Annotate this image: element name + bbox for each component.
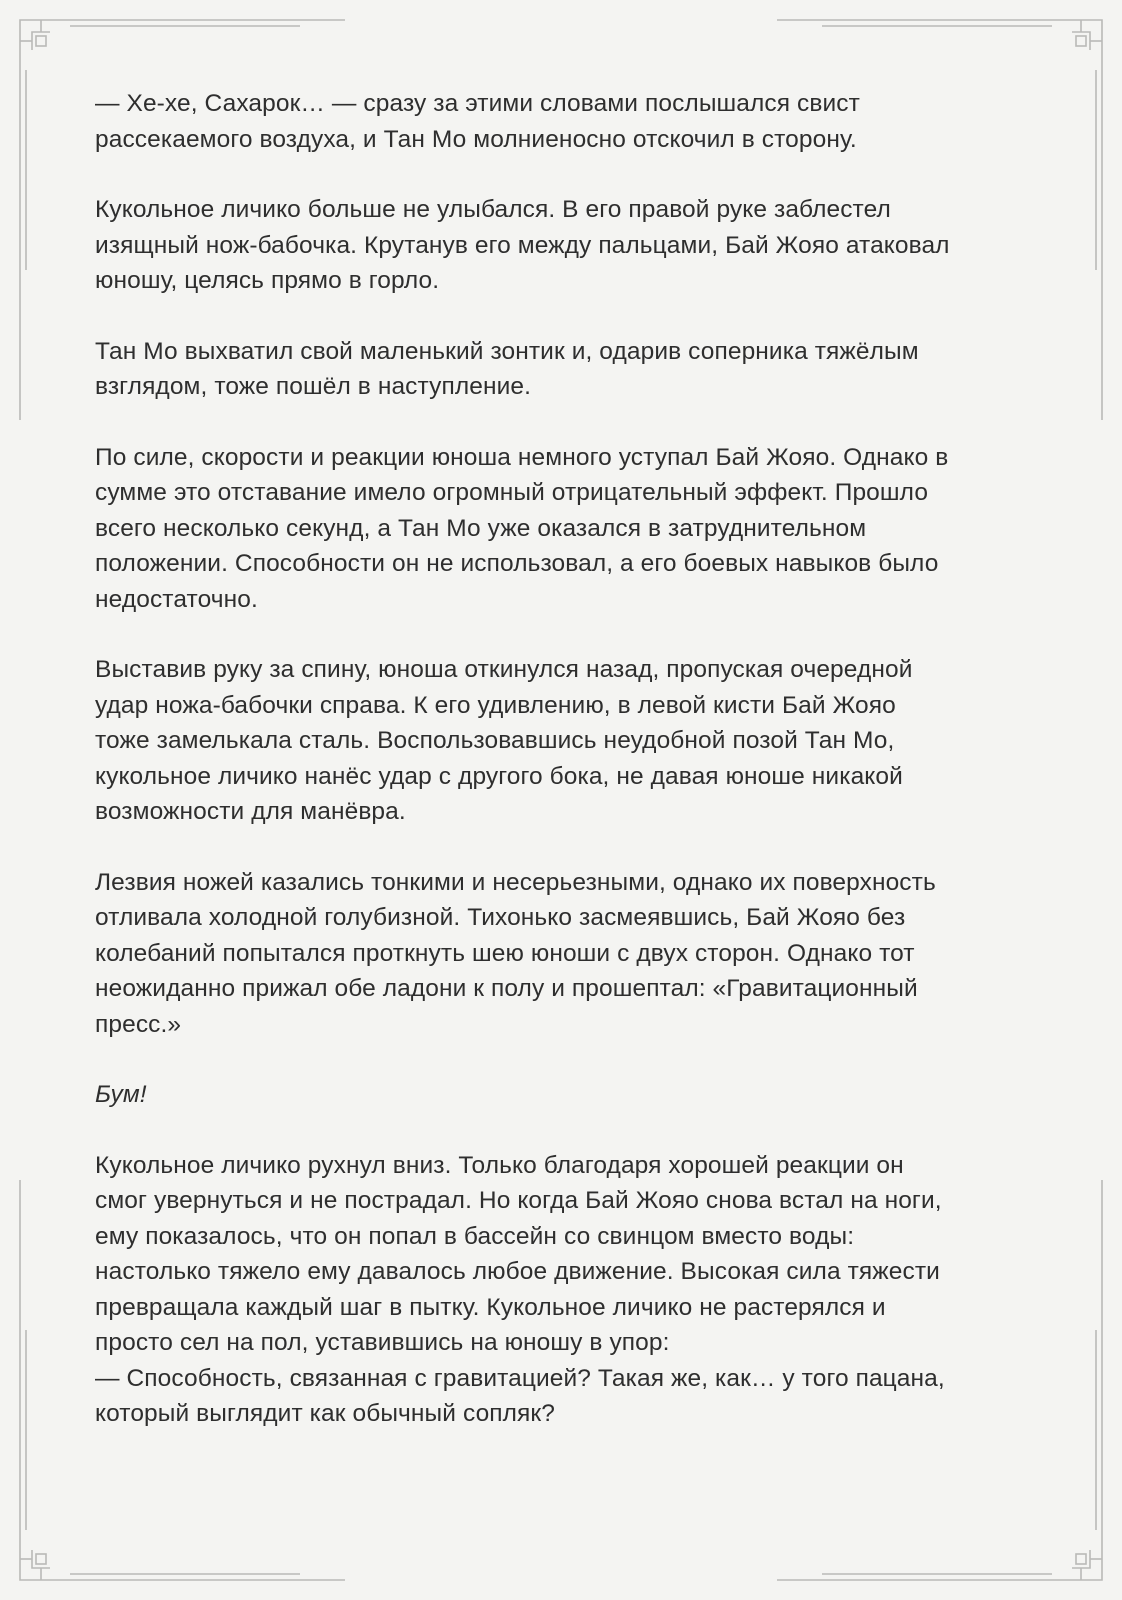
text-line: кукольное личико нанёс удар с другого бока, не давая юноше никакой: [95, 762, 903, 790]
text-line: Бум!: [95, 1081, 147, 1108]
text-line: пресс.»: [95, 1010, 182, 1038]
paragraph: [95, 86, 1035, 157]
paragraph: [95, 334, 1035, 405]
text-line: Выставив руку за спину, юноша откинулся назад, пропуская очередной: [95, 656, 913, 683]
text-line: настолько тяжело ему давалось любое движение. Высокая сила тяжести: [95, 1258, 940, 1285]
text-line: сумме это отставание имело огромный отрицательный эффект. Прошло: [95, 479, 929, 506]
text-line: — Способность, связанная с гравитацией? Такая же, как… у того пацана,: [95, 1364, 945, 1392]
text-line: колебаний попытался проткнуть шею юноши с двух сторон. Однако тот: [95, 939, 915, 967]
text-line: который выглядит как обычный сопляк?: [95, 1400, 555, 1427]
text-line: просто сел на пол, уставившись на юношу в упор:: [95, 1329, 670, 1356]
text-line: тоже замелькала сталь. Воспользовавшись неудобной позой Тан Мо,: [95, 727, 895, 754]
text-line: смог увернуться и не пострадал. Но когда Бай Жояо снова встал на ноги,: [95, 1187, 942, 1214]
text-line: отливала холодной голубизной. Тихонько засмеявшись, Бай Жояо без: [95, 904, 906, 931]
text-line: изящный нож-бабочка. Крутанув его между пальцами, Бай Жояо атаковал: [95, 231, 950, 259]
paragraph: [95, 1148, 1035, 1432]
text-line: рассекаемого воздуха, и Тан Мо молниеносно отскочил в сторону.: [95, 125, 857, 153]
text-line: неожиданно прижал обе ладони к полу и прошептал: «Гравитационный: [95, 975, 918, 1002]
text-line: всего несколько секунд, а Тан Мо уже оказался в затруднительном: [95, 514, 867, 542]
text-line: — Хе-хе, Сахарок… — сразу за этими словами послышался свист: [95, 90, 860, 117]
text-line: Лезвия ножей казались тонкими и несерьезными, однако их поверхность: [95, 868, 936, 896]
text-line: По силе, скорости и реакции юноша немного уступал Бай Жояо. Однако в: [95, 443, 949, 471]
paragraph: [95, 652, 1035, 830]
paragraph: [95, 192, 1035, 299]
paragraph: [95, 440, 1035, 618]
text-line: Кукольное личико рухнул вниз. Только благодаря хорошей реакции он: [95, 1151, 904, 1179]
text-line: взглядом, тоже пошёл в наступление.: [95, 373, 532, 400]
text-line: удар ножа-бабочки справа. К его удивлению, в левой кисти Бай Жояо: [95, 691, 896, 719]
text-line: недостаточно.: [95, 585, 258, 613]
italic-paragraph: [95, 1077, 1035, 1113]
text-line: Кукольное личико больше не улыбался. В его правой руке заблестел: [95, 196, 891, 223]
text-line: превращала каждый шаг в пытку. Кукольное личико не растерялся и: [95, 1293, 886, 1321]
text-line: возможности для манёвра.: [95, 798, 406, 825]
text-line: Тан Мо выхватил свой маленький зонтик и, одарив соперника тяжёлым: [95, 337, 919, 365]
text-line: юношу, целясь прямо в горло.: [95, 267, 440, 294]
text-line: ему показалось, что он попал в бассейн со свинцом вместо воды:: [95, 1222, 855, 1250]
document-body: [95, 86, 1035, 1467]
paragraph: [95, 865, 1035, 1043]
text-line: положении. Способности он не использовал, а его боевых навыков было: [95, 550, 939, 577]
